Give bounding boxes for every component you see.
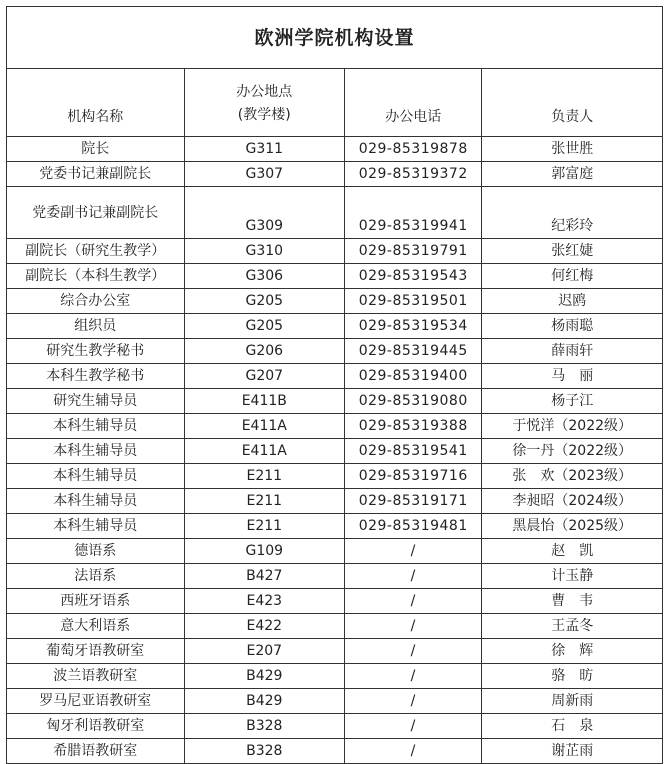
document: [6, 6, 663, 764]
cell-name: 院长: [7, 137, 185, 162]
table-row: [7, 514, 663, 539]
cell-person: 于悦洋（2022级）: [482, 414, 663, 439]
cell-phone: /: [345, 664, 482, 689]
header-location: [184, 69, 344, 137]
cell-name: 本科生辅导员: [7, 464, 185, 489]
table-row: [7, 564, 663, 589]
cell-location: E207: [184, 639, 344, 664]
table-row: [7, 364, 663, 389]
header-name-label: 机构名称: [67, 109, 124, 125]
header-phone: [345, 69, 482, 137]
cell-name: 本科生辅导员: [7, 489, 185, 514]
cell-person: 张红婕: [482, 239, 663, 264]
cell-phone: /: [345, 564, 482, 589]
cell-phone: 029-85319501: [345, 289, 482, 314]
cell-person: 杨子江: [482, 389, 663, 414]
cell-person: 王孟冬: [482, 614, 663, 639]
header-location-line2: (教学楼): [237, 106, 291, 123]
header-person: [482, 69, 663, 137]
cell-location: G311: [184, 137, 344, 162]
cell-person: 骆 昉: [482, 664, 663, 689]
cell-name: 德语系: [7, 539, 185, 564]
cell-name: 本科生教学秘书: [7, 364, 185, 389]
header-location-line1: 办公地点: [236, 83, 293, 100]
cell-person: 马 丽: [482, 364, 663, 389]
cell-location: E211: [184, 489, 344, 514]
cell-name: 西班牙语系: [7, 589, 185, 614]
cell-name: 组织员: [7, 314, 185, 339]
cell-person: 迟鸥: [482, 289, 663, 314]
table-row: [7, 339, 663, 364]
table-body: [7, 137, 663, 764]
cell-person: 张世胜: [482, 137, 663, 162]
cell-phone: 029-85319534: [345, 314, 482, 339]
table-row: [7, 489, 663, 514]
cell-person: 徐 辉: [482, 639, 663, 664]
table-row: [7, 714, 663, 739]
cell-location: B328: [184, 714, 344, 739]
table-row: [7, 239, 663, 264]
table-row: [7, 414, 663, 439]
cell-person: 纪彩玲: [482, 187, 663, 239]
cell-phone: /: [345, 714, 482, 739]
cell-phone: 029-85319941: [345, 187, 482, 239]
cell-person: 曹 韦: [482, 589, 663, 614]
cell-person: 周新雨: [482, 689, 663, 714]
table-row: [7, 689, 663, 714]
cell-name: 党委副书记兼副院长: [7, 187, 185, 239]
table-row: [7, 589, 663, 614]
table-row: [7, 439, 663, 464]
cell-phone: /: [345, 639, 482, 664]
cell-name: 副院长（研究生教学）: [7, 239, 185, 264]
table-row: [7, 464, 663, 489]
table-row: [7, 664, 663, 689]
cell-location: G309: [184, 187, 344, 239]
cell-name: 罗马尼亚语教研室: [7, 689, 185, 714]
cell-location: E411A: [184, 439, 344, 464]
cell-location: E211: [184, 464, 344, 489]
table-row: [7, 314, 663, 339]
header-person-label: 负责人: [551, 109, 594, 125]
org-table: [6, 6, 663, 764]
table-row: [7, 137, 663, 162]
table-row: [7, 264, 663, 289]
cell-phone: /: [345, 689, 482, 714]
title-row: [7, 7, 663, 69]
table-row: [7, 162, 663, 187]
cell-location: B429: [184, 689, 344, 714]
cell-phone: /: [345, 739, 482, 764]
cell-name: 希腊语教研室: [7, 739, 185, 764]
cell-person: 徐一丹（2022级）: [482, 439, 663, 464]
cell-name: 研究生辅导员: [7, 389, 185, 414]
cell-name: 葡萄牙语教研室: [7, 639, 185, 664]
cell-location: B429: [184, 664, 344, 689]
cell-person: 黑晨怡（2025级）: [482, 514, 663, 539]
header-name: [7, 69, 185, 137]
cell-person: 计玉静: [482, 564, 663, 589]
cell-phone: 029-85319171: [345, 489, 482, 514]
cell-name: 本科生辅导员: [7, 514, 185, 539]
cell-phone: 029-85319791: [345, 239, 482, 264]
cell-location: E411A: [184, 414, 344, 439]
cell-location: B427: [184, 564, 344, 589]
cell-location: G307: [184, 162, 344, 187]
cell-name: 副院长（本科生教学）: [7, 264, 185, 289]
cell-person: 谢芷雨: [482, 739, 663, 764]
table-row: [7, 614, 663, 639]
cell-phone: /: [345, 589, 482, 614]
cell-location: G310: [184, 239, 344, 264]
cell-name: 综合办公室: [7, 289, 185, 314]
cell-person: 李昶昭（2024级）: [482, 489, 663, 514]
cell-person: 杨雨聪: [482, 314, 663, 339]
table-row: [7, 187, 663, 239]
cell-name: 本科生辅导员: [7, 439, 185, 464]
cell-phone: /: [345, 539, 482, 564]
cell-phone: 029-85319445: [345, 339, 482, 364]
cell-name: 党委书记兼副院长: [7, 162, 185, 187]
cell-person: 郭富庭: [482, 162, 663, 187]
cell-location: E423: [184, 589, 344, 614]
cell-name: 意大利语系: [7, 614, 185, 639]
cell-person: 何红梅: [482, 264, 663, 289]
cell-location: G306: [184, 264, 344, 289]
cell-location: B328: [184, 739, 344, 764]
cell-phone: 029-85319080: [345, 389, 482, 414]
table-row: [7, 389, 663, 414]
header-phone-label: 办公电话: [385, 109, 442, 125]
table-title: 欧洲学院机构设置: [7, 7, 663, 69]
cell-name: 本科生辅导员: [7, 414, 185, 439]
cell-phone: 029-85319543: [345, 264, 482, 289]
cell-name: 研究生教学秘书: [7, 339, 185, 364]
cell-location: G206: [184, 339, 344, 364]
cell-phone: 029-85319372: [345, 162, 482, 187]
table-row: [7, 639, 663, 664]
cell-location: E211: [184, 514, 344, 539]
cell-name: 法语系: [7, 564, 185, 589]
cell-location: E422: [184, 614, 344, 639]
cell-location: E411B: [184, 389, 344, 414]
cell-location: G205: [184, 289, 344, 314]
cell-phone: 029-85319388: [345, 414, 482, 439]
table-row: [7, 539, 663, 564]
cell-phone: 029-85319541: [345, 439, 482, 464]
cell-phone: 029-85319400: [345, 364, 482, 389]
cell-person: 张 欢（2023级）: [482, 464, 663, 489]
cell-location: G109: [184, 539, 344, 564]
cell-name: 匈牙利语教研室: [7, 714, 185, 739]
cell-person: 薛雨轩: [482, 339, 663, 364]
cell-phone: 029-85319716: [345, 464, 482, 489]
cell-phone: 029-85319481: [345, 514, 482, 539]
table-row: [7, 289, 663, 314]
cell-name: 波兰语教研室: [7, 664, 185, 689]
header-row: [7, 69, 663, 137]
cell-person: 赵 凯: [482, 539, 663, 564]
cell-person: 石 泉: [482, 714, 663, 739]
cell-location: G205: [184, 314, 344, 339]
cell-phone: 029-85319878: [345, 137, 482, 162]
cell-location: G207: [184, 364, 344, 389]
cell-phone: /: [345, 614, 482, 639]
